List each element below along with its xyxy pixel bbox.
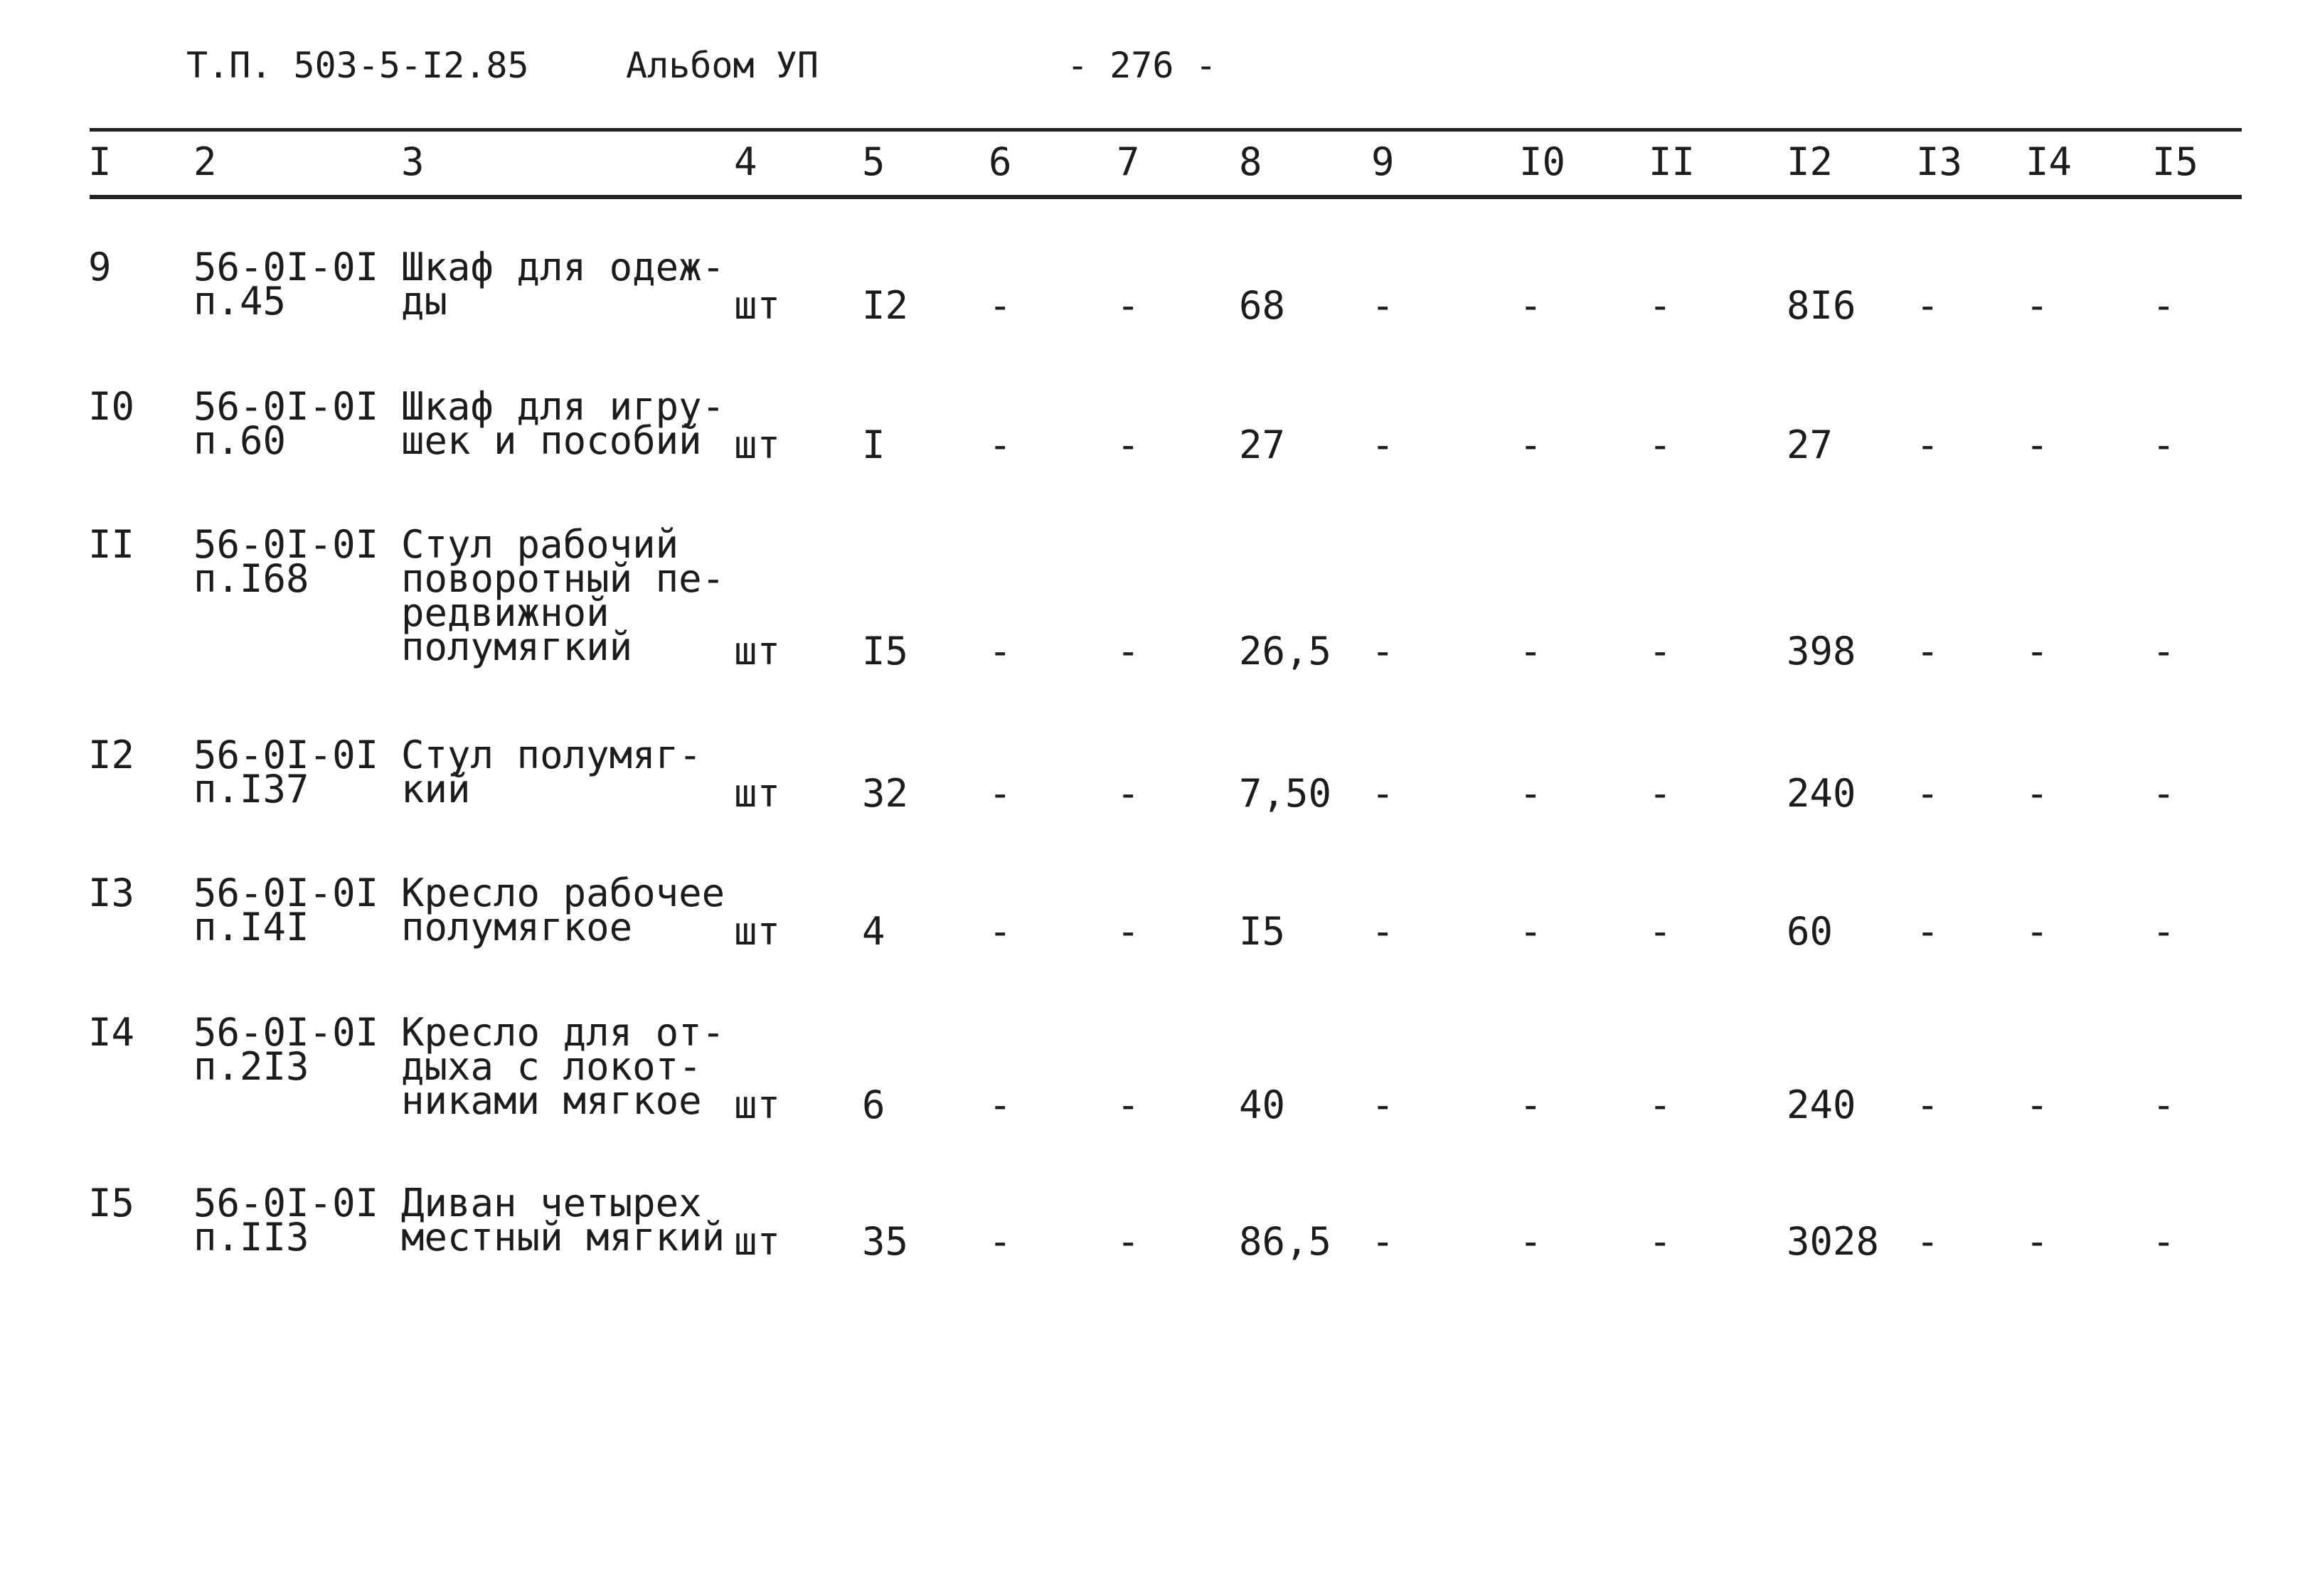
column-number: I4 xyxy=(2026,139,2072,184)
column-number: 7 xyxy=(1117,139,1140,184)
row-index: II xyxy=(88,522,135,567)
col-14: - xyxy=(2026,771,2049,816)
item-name: Стул полумяг- кий xyxy=(401,733,702,812)
unit-price: 40 xyxy=(1239,1082,1286,1127)
col-6: - xyxy=(989,1219,1012,1264)
col-11: - xyxy=(1649,771,1672,816)
col-7: - xyxy=(1117,422,1140,467)
column-number: 9 xyxy=(1371,139,1395,184)
row-index: 9 xyxy=(88,245,112,289)
col-15: - xyxy=(2152,422,2176,467)
col-10: - xyxy=(1519,422,1543,467)
item-name: Шкаф для одеж- ды xyxy=(401,245,725,324)
col-7: - xyxy=(1117,283,1140,328)
quantity: 4 xyxy=(862,909,885,954)
total: 8I6 xyxy=(1787,283,1856,328)
column-number: I2 xyxy=(1787,139,1833,184)
row-index: I4 xyxy=(88,1010,135,1055)
column-number: 4 xyxy=(734,139,757,184)
col-9: - xyxy=(1371,629,1395,674)
row-index: I2 xyxy=(88,733,135,777)
unit: шт xyxy=(734,771,781,816)
col-13: - xyxy=(1916,909,1939,954)
col-10: - xyxy=(1519,629,1543,674)
catalog-ref: 56-0I-0I п.I37 xyxy=(193,733,379,812)
catalog-ref: 56-0I-0I п.60 xyxy=(193,384,379,463)
item-name: Диван четырех местный мягкий xyxy=(401,1181,725,1260)
col-11: - xyxy=(1649,629,1672,674)
row-index: I0 xyxy=(88,384,135,429)
unit-price: 86,5 xyxy=(1239,1219,1332,1264)
col-11: - xyxy=(1649,1082,1672,1127)
item-name: Стул рабочий поворотный пе- редвижной полумягкий xyxy=(401,522,725,669)
col-11: - xyxy=(1649,909,1672,954)
unit: шт xyxy=(734,909,781,954)
unit-price: I5 xyxy=(1239,909,1286,954)
quantity: 35 xyxy=(862,1219,909,1264)
col-6: - xyxy=(989,422,1012,467)
col-6: - xyxy=(989,1082,1012,1127)
unit: шт xyxy=(734,283,781,328)
col-9: - xyxy=(1371,909,1395,954)
column-number: 2 xyxy=(193,139,217,184)
column-number: II xyxy=(1649,139,1696,184)
unit-price: 68 xyxy=(1239,283,1286,328)
top-rule xyxy=(90,128,2242,132)
page-number: - 276 - xyxy=(1067,45,1217,86)
col-10: - xyxy=(1519,283,1543,328)
col-14: - xyxy=(2026,422,2049,467)
column-number: I3 xyxy=(1916,139,1963,184)
quantity: 32 xyxy=(862,771,909,816)
quantity: I5 xyxy=(862,629,909,674)
item-name: Шкаф для игру- шек и пособий xyxy=(401,384,725,463)
column-number: 3 xyxy=(401,139,425,184)
total: 60 xyxy=(1787,909,1833,954)
col-10: - xyxy=(1519,1219,1543,1264)
col-11: - xyxy=(1649,422,1672,467)
catalog-ref: 56-0I-0I п.45 xyxy=(193,245,379,324)
unit-price: 26,5 xyxy=(1239,629,1332,674)
total: 398 xyxy=(1787,629,1856,674)
column-number: I5 xyxy=(2152,139,2199,184)
column-number: I xyxy=(88,139,112,184)
unit: шт xyxy=(734,1219,781,1264)
total: 240 xyxy=(1787,1082,1856,1127)
quantity: 6 xyxy=(862,1082,885,1127)
unit-price: 7,50 xyxy=(1239,771,1332,816)
col-6: - xyxy=(989,771,1012,816)
col-15: - xyxy=(2152,629,2176,674)
col-15: - xyxy=(2152,1082,2176,1127)
quantity: I2 xyxy=(862,283,909,328)
total: 240 xyxy=(1787,771,1856,816)
header-bottom-rule xyxy=(90,195,2242,199)
col-6: - xyxy=(989,283,1012,328)
col-9: - xyxy=(1371,422,1395,467)
total: 3028 xyxy=(1787,1219,1880,1264)
col-10: - xyxy=(1519,1082,1543,1127)
col-13: - xyxy=(1916,629,1939,674)
catalog-ref: 56-0I-0I п.2I3 xyxy=(193,1010,379,1089)
album-label: Альбом УП xyxy=(626,45,819,86)
col-15: - xyxy=(2152,283,2176,328)
unit: шт xyxy=(734,422,781,467)
catalog-ref: 56-0I-0I п.II3 xyxy=(193,1181,379,1260)
col-9: - xyxy=(1371,283,1395,328)
catalog-ref: 56-0I-0I п.I4I xyxy=(193,871,379,949)
col-13: - xyxy=(1916,771,1939,816)
col-15: - xyxy=(2152,1219,2176,1264)
col-6: - xyxy=(989,629,1012,674)
item-name: Кресло рабочее полумягкое xyxy=(401,871,725,949)
col-14: - xyxy=(2026,1082,2049,1127)
doc-reference: Т.П. 503-5-I2.85 xyxy=(186,45,529,86)
col-7: - xyxy=(1117,629,1140,674)
row-index: I5 xyxy=(88,1181,135,1225)
total: 27 xyxy=(1787,422,1833,467)
col-9: - xyxy=(1371,771,1395,816)
col-9: - xyxy=(1371,1082,1395,1127)
col-6: - xyxy=(989,909,1012,954)
col-7: - xyxy=(1117,909,1140,954)
catalog-ref: 56-0I-0I п.I68 xyxy=(193,522,379,601)
col-11: - xyxy=(1649,283,1672,328)
col-7: - xyxy=(1117,1082,1140,1127)
col-10: - xyxy=(1519,771,1543,816)
col-7: - xyxy=(1117,1219,1140,1264)
col-9: - xyxy=(1371,1219,1395,1264)
column-number: I0 xyxy=(1519,139,1566,184)
unit: шт xyxy=(734,1082,781,1127)
col-13: - xyxy=(1916,422,1939,467)
col-15: - xyxy=(2152,909,2176,954)
col-14: - xyxy=(2026,909,2049,954)
row-index: I3 xyxy=(88,871,135,915)
col-13: - xyxy=(1916,1082,1939,1127)
column-number: 5 xyxy=(862,139,885,184)
item-name: Кресло для от- дыха с локот- никами мягкое xyxy=(401,1010,725,1123)
col-14: - xyxy=(2026,1219,2049,1264)
col-7: - xyxy=(1117,771,1140,816)
col-13: - xyxy=(1916,1219,1939,1264)
unit: шт xyxy=(734,629,781,674)
col-14: - xyxy=(2026,629,2049,674)
column-number: 6 xyxy=(989,139,1012,184)
column-number: 8 xyxy=(1239,139,1262,184)
col-15: - xyxy=(2152,771,2176,816)
quantity: I xyxy=(862,422,885,467)
col-14: - xyxy=(2026,283,2049,328)
unit-price: 27 xyxy=(1239,422,1286,467)
col-11: - xyxy=(1649,1219,1672,1264)
col-10: - xyxy=(1519,909,1543,954)
col-13: - xyxy=(1916,283,1939,328)
